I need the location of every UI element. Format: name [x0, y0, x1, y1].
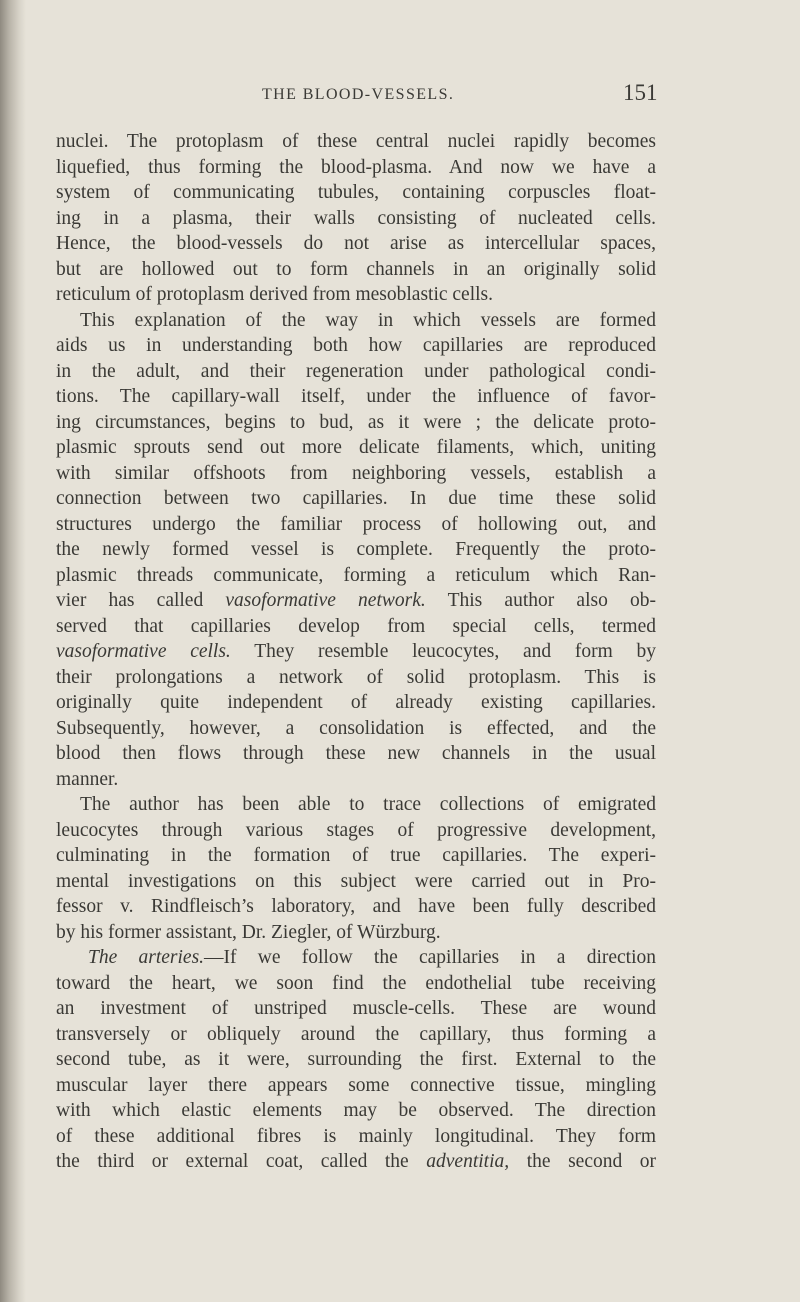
text-segment: They resemble leucocytes, and form by [254, 641, 656, 662]
text-line: ing in a plasma, their walls consisting of nucleated cells. [56, 207, 656, 229]
italic-term: vasoformative network. [225, 590, 426, 611]
text-line: toward the heart, we soon find the endothelial tube receiving [56, 972, 656, 994]
text-line: This explanation of the way in which vessels are formed [80, 309, 656, 331]
text-line: culminating in the formation of true capillaries. The experi- [56, 845, 656, 866]
text-segment: vier has called [56, 590, 204, 611]
text-line: plasmic threads communicate, forming a reticulum which Ran- [56, 564, 656, 586]
text-line: system of communicating tubules, containing corpuscles float- [56, 182, 656, 203]
page-gutter-shadow [0, 0, 26, 1302]
text-line: an investment of unstriped muscle-cells. These are wound [56, 998, 656, 1019]
text-line: served that capillaries develop from special cells, termed [56, 615, 656, 637]
text-line [56, 639, 656, 665]
italic-term: vasoformative cells. [56, 641, 231, 662]
text-line: the newly formed vessel is complete. Frequently the proto- [56, 539, 656, 560]
text-line: manner. [56, 768, 119, 790]
text-line: tions. The capillary-wall itself, under the influence of favor- [56, 386, 656, 407]
text-line [56, 1149, 656, 1175]
italic-heading: The arteries. [88, 947, 205, 968]
text-line: in the adult, and their regeneration under pathological condi- [56, 360, 656, 382]
text-segment: the second or [526, 1151, 657, 1172]
text-line [56, 588, 656, 614]
text-line: Subsequently, however, a consolidation is effected, and the [56, 717, 656, 739]
text-segment: the third or external coat, called the [56, 1151, 409, 1172]
text-line: ing circumstances, begins to bud, as it were ; the delicate proto- [56, 411, 656, 433]
text-line: reticulum of protoplasm derived from mesoblastic cells. [56, 284, 494, 305]
body-text [56, 129, 656, 1175]
text-line: plasmic sprouts send out more delicate filaments, which, uniting [56, 437, 656, 458]
text-line: with similar offshoots from neighboring vessels, establish a [56, 462, 656, 484]
text-line: second tube, as it were, surrounding the first. External to the [56, 1049, 656, 1070]
text-line: with which elastic elements may be observed. The direction [56, 1100, 656, 1121]
text-line: leucocytes through various stages of progressive development, [56, 819, 656, 841]
text-line [56, 945, 656, 971]
text-line: nuclei. The protoplasm of these central nuclei rapidly becomes [56, 131, 656, 152]
text-line: muscular layer there appears some connective tissue, mingling [56, 1074, 656, 1096]
text-segment: This author also ob- [447, 590, 657, 611]
text-segment: —If we follow the capillaries in a direction [204, 947, 656, 968]
text-line: their prolongations a network of solid protoplasm. This is [56, 666, 656, 688]
text-line: of these additional fibres is mainly longitudinal. They form [56, 1125, 656, 1147]
text-line: Hence, the blood-vessels do not arise as intercellular spaces, [56, 233, 656, 254]
text-line: The author has been able to trace collections of emigrated [80, 794, 656, 815]
text-line: liquefied, thus forming the blood-plasma. And now we have a [56, 156, 656, 178]
page-number: 151 [623, 80, 658, 105]
text-line: but are hollowed out to form channels in an originally solid [56, 258, 656, 280]
text-line: fessor v. Rindfleisch’s laboratory, and have been fully described [56, 896, 656, 917]
text-line: originally quite independent of already existing capillaries. [56, 692, 656, 713]
text-line: by his former assistant, Dr. Ziegler, of Würzburg. [56, 921, 441, 943]
text-line: aids us in understanding both how capillaries are reproduced [56, 335, 656, 356]
page-header [0, 80, 800, 110]
text-line: blood then flows through these new channels in the usual [56, 743, 656, 764]
text-line: transversely or obliquely around the capillary, thus forming a [56, 1023, 656, 1045]
running-head: THE BLOOD-VESSELS. [262, 86, 455, 103]
text-line: connection between two capillaries. In due time these solid [56, 488, 656, 509]
italic-term: adventitia, [426, 1151, 510, 1172]
text-line: structures undergo the familiar process of hollowing out, and [56, 513, 656, 535]
text-line: mental investigations on this subject were carried out in Pro- [56, 870, 656, 892]
